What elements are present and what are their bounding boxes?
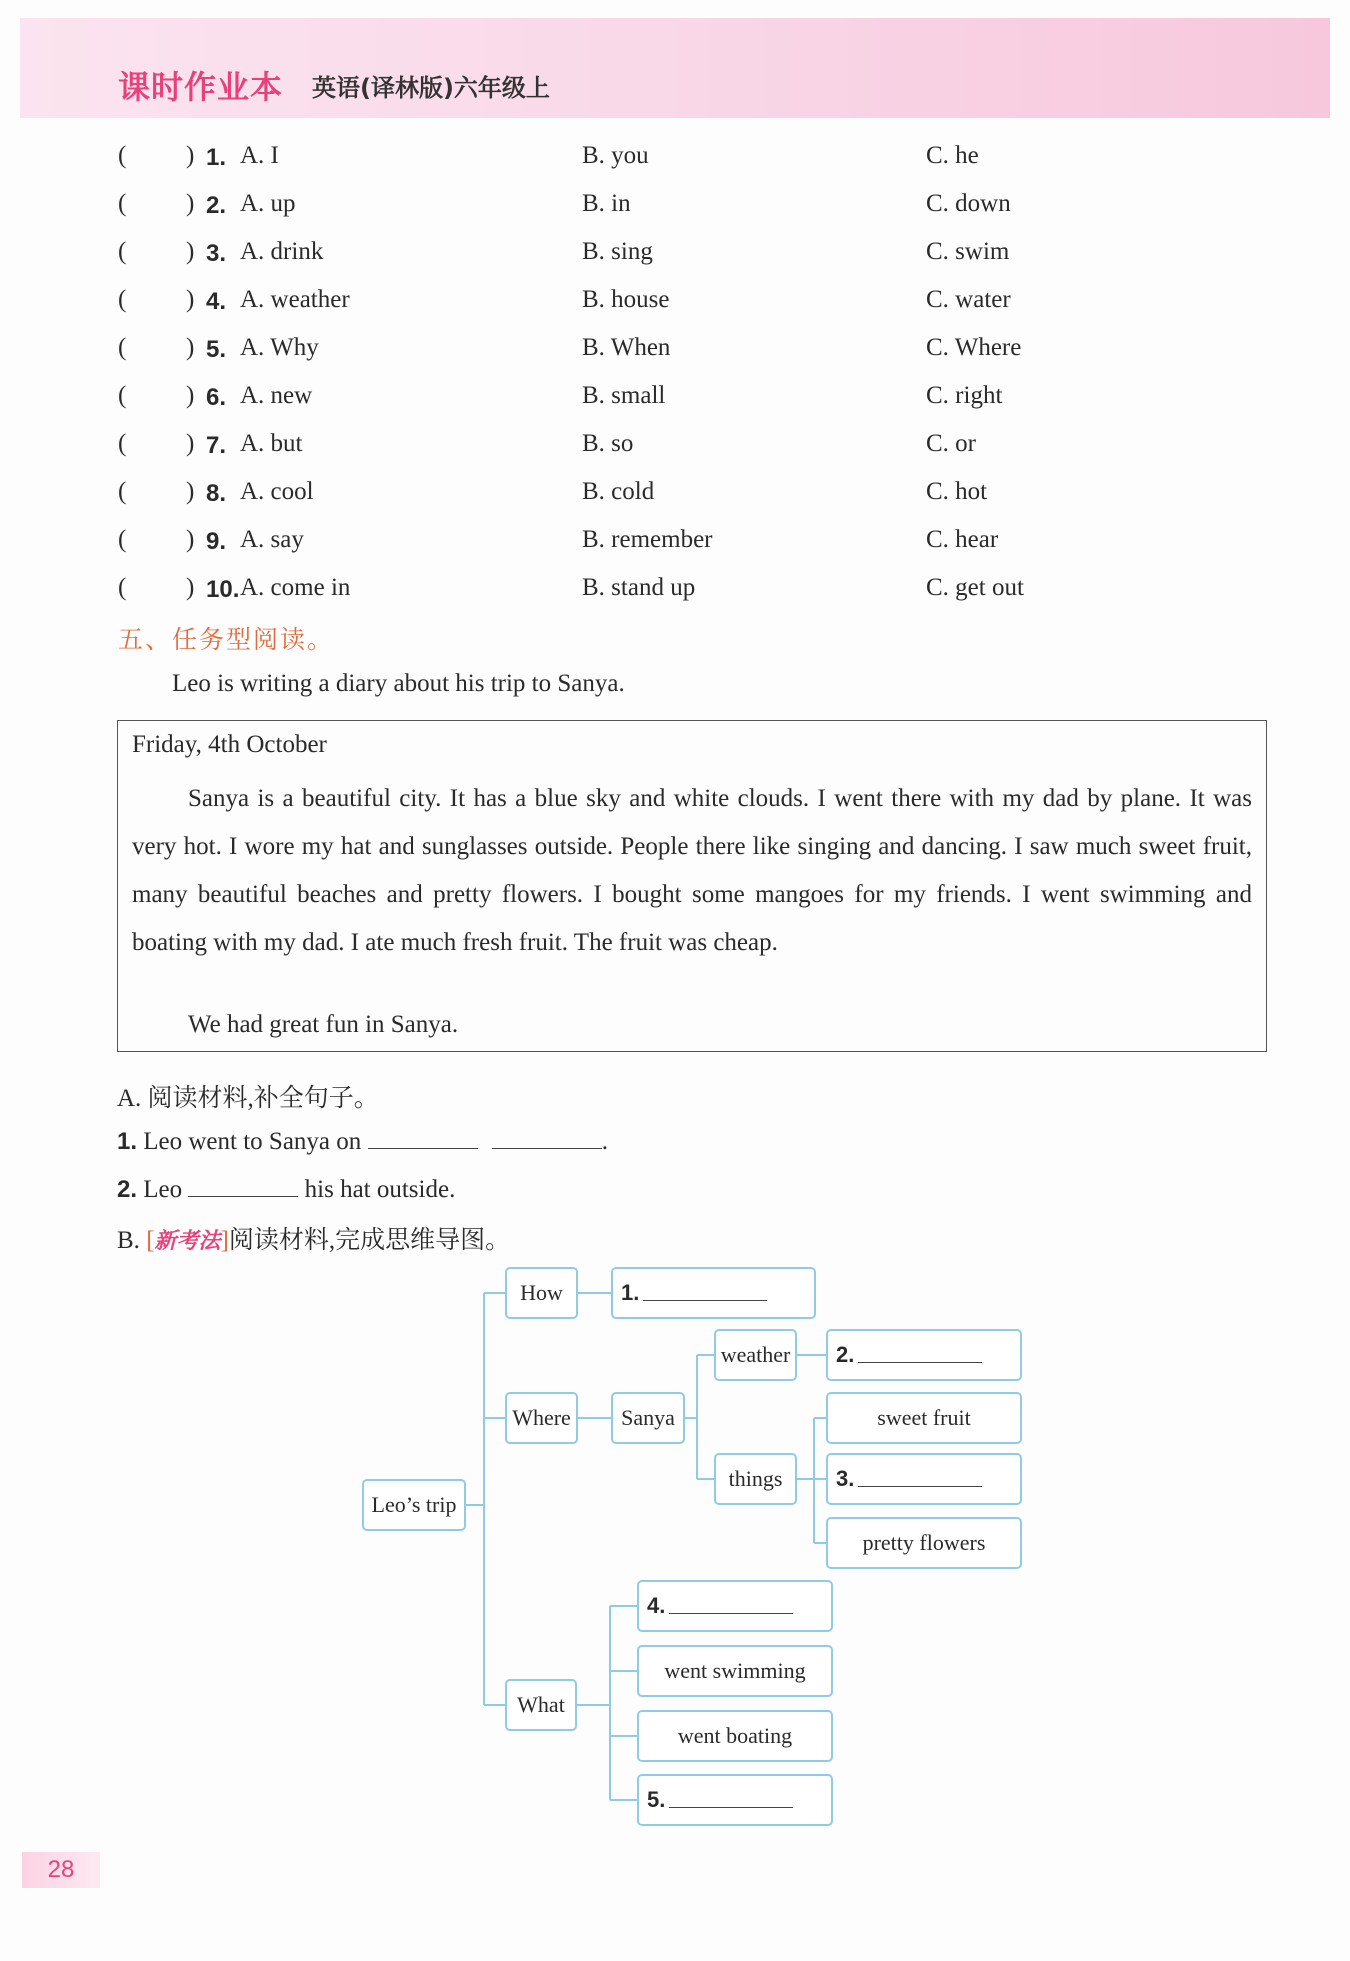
question-text-pre: Leo — [143, 1176, 183, 1203]
option-a[interactable]: A. drink — [240, 238, 324, 265]
blank-number: 5. — [647, 1787, 666, 1812]
option-b[interactable]: B. sing — [582, 238, 653, 265]
blank-number: 3. — [836, 1466, 855, 1491]
question-number: 9. — [206, 528, 227, 555]
mindmap-where-node: Where — [505, 1392, 578, 1444]
option-b[interactable]: B. small — [582, 382, 666, 409]
answer-paren-close: ) — [186, 478, 195, 505]
answer-paren-open[interactable]: ( — [118, 238, 127, 265]
question-number: 3. — [206, 240, 227, 267]
option-c[interactable]: C. swim — [926, 238, 1010, 265]
option-c[interactable]: C. down — [926, 190, 1011, 217]
answer-paren-close: ) — [186, 574, 195, 601]
mindmap-blank-4[interactable] — [637, 1580, 833, 1632]
mindmap-blank-1[interactable] — [611, 1267, 816, 1319]
blank-number: 2. — [836, 1342, 855, 1367]
question-number: 10. — [206, 576, 240, 603]
question-text: Leo went to Sanya on — [143, 1128, 362, 1155]
option-a[interactable]: A. but — [240, 430, 303, 457]
answer-line[interactable] — [669, 1599, 793, 1614]
answer-line[interactable] — [858, 1348, 982, 1363]
section-title: 五、任务型阅读。 — [118, 625, 335, 654]
page-number: 28 — [22, 1852, 100, 1888]
option-c[interactable]: C. or — [926, 430, 976, 457]
question-number: 7. — [206, 432, 227, 459]
answer-paren-close: ) — [186, 142, 195, 169]
answer-paren-close: ) — [186, 334, 195, 361]
option-b[interactable]: B. stand up — [582, 574, 696, 601]
part-a-question-1: 1. Leo went to Sanya on . — [117, 1128, 609, 1155]
option-c[interactable]: C. he — [926, 142, 979, 169]
question-number: 5. — [206, 336, 227, 363]
tag-bracket-close: ] — [220, 1227, 229, 1254]
answer-paren-open[interactable]: ( — [118, 430, 127, 457]
answer-paren-open[interactable]: ( — [118, 526, 127, 553]
blank-number: 4. — [647, 1593, 666, 1618]
answer-paren-open[interactable]: ( — [118, 334, 127, 361]
answer-paren-close: ) — [186, 238, 195, 265]
mindmap-how-node: How — [505, 1267, 578, 1319]
question-number: 1. — [206, 144, 227, 171]
option-a[interactable]: A. weather — [240, 286, 350, 313]
mindmap-went-boating-node: went boating — [637, 1710, 833, 1762]
option-b[interactable]: B. you — [582, 142, 649, 169]
answer-line[interactable] — [669, 1793, 793, 1808]
mindmap-weather-node: weather — [714, 1329, 797, 1381]
question-number: 1. — [117, 1128, 138, 1155]
option-b[interactable]: B. cold — [582, 478, 655, 505]
subject-title: 英语(译林版)六年级上 — [312, 74, 550, 102]
question-number: 8. — [206, 480, 227, 507]
option-c[interactable]: C. get out — [926, 574, 1024, 601]
mindmap-sweet-fruit-node: sweet fruit — [826, 1392, 1022, 1444]
diary-body-text: Sanya is a beautiful city. It has a blue sky and white clouds. I went there with my dad by plane. It was very hot. I wore my hat and sunglasses outside. People there like singing and dancing. I saw much sweet fruit, many beautiful beaches and pretty flowers. I bought some mangoes for my friends. I went swimming and boating with my dad. I ate much fresh fruit. The fruit was cheap. — [132, 785, 1252, 956]
blank-number: 1. — [621, 1280, 640, 1305]
option-b[interactable]: B. When — [582, 334, 671, 361]
mindmap-blank-5[interactable] — [637, 1774, 833, 1826]
answer-paren-open[interactable]: ( — [118, 574, 127, 601]
answer-paren-open[interactable]: ( — [118, 286, 127, 313]
option-a[interactable]: A. new — [240, 382, 313, 409]
part-b-prefix: B. — [117, 1227, 140, 1254]
mindmap-pretty-flowers-node: pretty flowers — [826, 1517, 1022, 1569]
question-number: 2. — [117, 1176, 138, 1203]
option-a[interactable]: A. I — [240, 142, 279, 169]
brand-title: 课时作业本 — [118, 68, 284, 106]
question-number: 6. — [206, 384, 227, 411]
question-number: 2. — [206, 192, 227, 219]
question-text-post: his hat outside. — [304, 1176, 456, 1203]
option-c[interactable]: C. Where — [926, 334, 1022, 361]
reading-intro: Leo is writing a diary about his trip to Sanya. — [172, 670, 625, 697]
option-a[interactable]: A. say — [240, 526, 304, 553]
option-a[interactable]: A. Why — [240, 334, 319, 361]
part-a-heading: A. 阅读材料,补全句子。 — [117, 1085, 379, 1112]
answer-paren-close: ) — [186, 526, 195, 553]
answer-paren-close: ) — [186, 382, 195, 409]
answer-paren-close: ) — [186, 430, 195, 457]
answer-line[interactable] — [643, 1286, 767, 1301]
option-b[interactable]: B. remember — [582, 526, 713, 553]
option-a[interactable]: A. come in — [240, 574, 351, 601]
option-b[interactable]: B. house — [582, 286, 670, 313]
mindmap-sanya-node: Sanya — [611, 1392, 685, 1444]
answer-paren-open[interactable]: ( — [118, 382, 127, 409]
option-c[interactable]: C. hear — [926, 526, 999, 553]
mindmap-blank-2[interactable] — [826, 1329, 1022, 1381]
answer-paren-open[interactable]: ( — [118, 142, 127, 169]
part-b-instruction: 阅读材料,完成思维导图。 — [228, 1227, 511, 1254]
option-b[interactable]: B. in — [582, 190, 631, 217]
mindmap-what-node: What — [505, 1679, 577, 1731]
mindmap-blank-3[interactable] — [826, 1453, 1022, 1505]
answer-paren-close: ) — [186, 286, 195, 313]
option-b[interactable]: B. so — [582, 430, 634, 457]
option-c[interactable]: C. right — [926, 382, 1003, 409]
option-c[interactable]: C. water — [926, 286, 1011, 313]
question-number: 4. — [206, 288, 227, 315]
new-exam-tag: 新考法 — [154, 1228, 221, 1253]
answer-line[interactable] — [858, 1472, 982, 1487]
diary-date: Friday, 4th October — [132, 731, 327, 758]
answer-paren-close: ) — [186, 190, 195, 217]
option-a[interactable]: A. up — [240, 190, 296, 217]
tag-bracket-open: [ — [146, 1227, 155, 1254]
answer-paren-open[interactable]: ( — [118, 478, 127, 505]
diary-ending: We had great fun in Sanya. — [188, 1011, 459, 1038]
option-c[interactable]: C. hot — [926, 478, 988, 505]
mindmap-root-node: Leo’s trip — [362, 1479, 466, 1531]
answer-paren-open[interactable]: ( — [118, 190, 127, 217]
mindmap-went-swimming-node: went swimming — [637, 1645, 833, 1697]
option-a[interactable]: A. cool — [240, 478, 314, 505]
mindmap-things-node: things — [714, 1453, 797, 1505]
